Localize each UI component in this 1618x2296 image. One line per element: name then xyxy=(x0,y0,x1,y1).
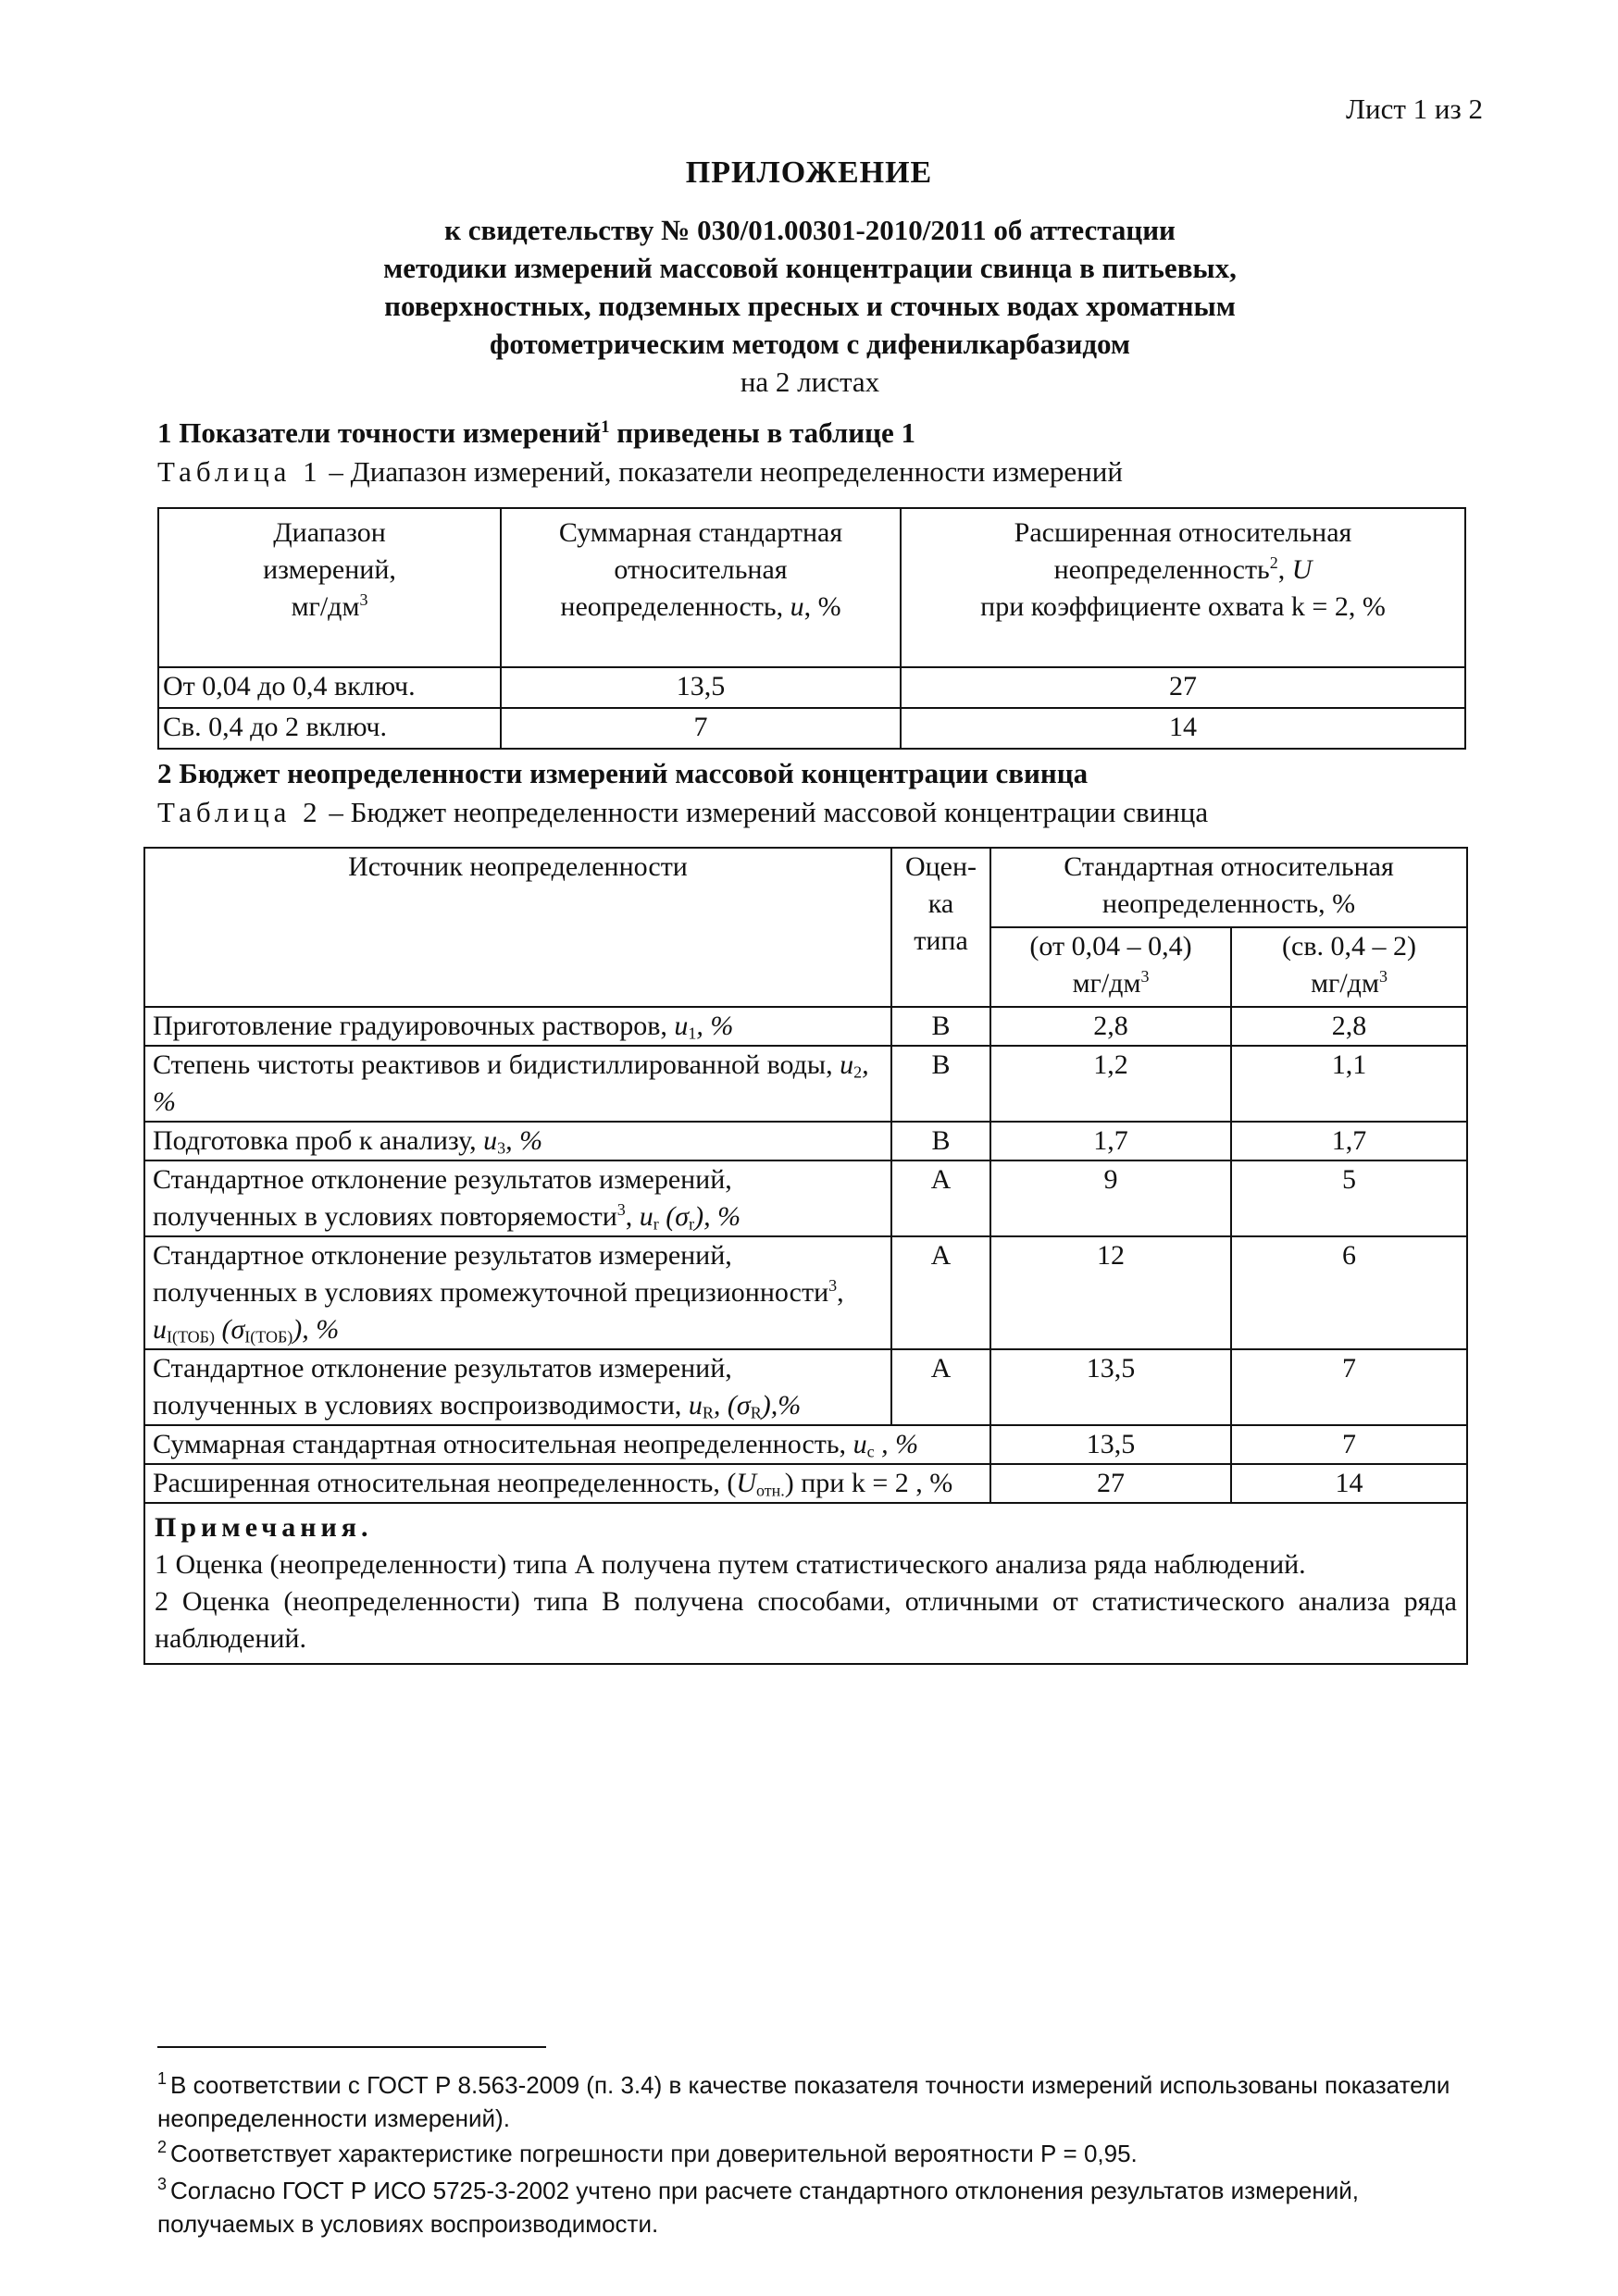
header-line: относительная xyxy=(614,554,788,585)
symbol-subscript: 3 xyxy=(497,1138,506,1158)
sheet-number: Лист 1 из 2 xyxy=(1345,93,1483,125)
footnote-mark: 1 xyxy=(157,2069,168,2088)
footnote-ref: 1 xyxy=(601,416,610,437)
source-text: Стандартное отклонение результатов измерений, полученных в условиях воспроизводимости, xyxy=(153,1353,732,1421)
source-text: (σ xyxy=(215,1314,245,1345)
table-row-sum xyxy=(144,1425,1467,1464)
header-line: (от 0,04 – 0,4) xyxy=(1029,931,1192,962)
header-line: (св. 0,4 – 2) xyxy=(1282,931,1416,962)
header-text: мг/дм xyxy=(1072,968,1141,999)
source-text: , % xyxy=(153,1049,869,1117)
section1-heading xyxy=(157,416,915,450)
source-text: , (σ xyxy=(713,1390,751,1421)
footnote-mark: 2 xyxy=(157,2138,168,2156)
header-text: , % xyxy=(803,591,841,622)
table1-cell-u: 7 xyxy=(501,708,901,749)
table-row xyxy=(144,1007,1467,1046)
table1-label: Таблица 1 xyxy=(157,455,322,488)
footnote-item xyxy=(157,2130,1472,2170)
symbol-subscript: c xyxy=(866,1442,875,1461)
table1-cell-U: 27 xyxy=(901,667,1465,708)
table2-header-source: Источник неопределенности xyxy=(144,848,891,1007)
header-line: неопределенность, % xyxy=(1101,888,1356,919)
table1-header-combined xyxy=(501,508,901,667)
subtitle-line: поверхностных, подземных пресных и сточных водах хроматным xyxy=(384,290,1236,322)
header-text: , xyxy=(1277,554,1292,585)
symbol: u xyxy=(674,1011,689,1041)
table1 xyxy=(157,507,1466,750)
table2-cell-source xyxy=(144,1236,891,1349)
symbol-subscript: r xyxy=(653,1214,659,1234)
table1-header-expanded xyxy=(901,508,1465,667)
symbol: u xyxy=(483,1125,498,1156)
symbol-subscript: I(TOБ) xyxy=(244,1327,293,1347)
table1-cell-u: 13,5 xyxy=(501,667,901,708)
table2-cell-value2: 2,8 xyxy=(1231,1007,1467,1046)
source-text: , xyxy=(625,1201,640,1232)
source-text: , % xyxy=(696,1011,734,1041)
table2-cell-source xyxy=(144,1464,990,1503)
table1-header-row xyxy=(158,508,1465,667)
header-line xyxy=(167,589,492,626)
table2-cell-type: В xyxy=(891,1046,990,1122)
source-text: Подготовка проб к анализу, xyxy=(153,1125,484,1156)
table-row xyxy=(144,1046,1467,1122)
header-line: при коэффициенте охвата k = 2, % xyxy=(980,591,1386,622)
table1-cell-range: От 0,04 до 0,4 включ. xyxy=(158,667,501,708)
symbol: U xyxy=(736,1468,756,1498)
table2-cell-type: А xyxy=(891,1160,990,1236)
document-subtitle xyxy=(231,211,1388,401)
symbol-subscript: R xyxy=(702,1403,714,1422)
table2-caption xyxy=(157,796,1208,829)
table2-cell-value1: 13,5 xyxy=(990,1349,1231,1425)
footnote-text: В соответствии с ГОСТ Р 8.563-2009 (п. 3.4) в качестве показателя точности измерений использованы показатели неопределенности измерений). xyxy=(157,2071,1450,2132)
table2-cell-value2: 5 xyxy=(1231,1160,1467,1236)
header-text: неопределенность, xyxy=(560,591,790,622)
header-line xyxy=(509,589,892,626)
header-line: Оцен- xyxy=(904,851,977,882)
table2-cell-value1: 27 xyxy=(990,1464,1231,1503)
symbol-subscript: отн. xyxy=(755,1481,785,1500)
table2-cell-type: В xyxy=(891,1007,990,1046)
table2-notes xyxy=(144,1503,1467,1664)
source-text: Приготовление градуировочных растворов, xyxy=(153,1011,675,1041)
table2-cell-source xyxy=(144,1349,891,1425)
symbol-subscript: 1 xyxy=(688,1024,697,1043)
table2-header-std xyxy=(990,848,1467,927)
table-row xyxy=(144,1236,1467,1349)
unit-superscript: 3 xyxy=(1378,967,1388,987)
source-text: (σ xyxy=(658,1201,690,1232)
table1-cell-range: Св. 0,4 до 2 включ. xyxy=(158,708,501,749)
source-text: ), % xyxy=(292,1314,340,1345)
table2-cell-value1: 1,2 xyxy=(990,1046,1231,1122)
table-row xyxy=(144,1122,1467,1160)
table2-cell-source xyxy=(144,1425,990,1464)
table2-cell-value1: 13,5 xyxy=(990,1425,1231,1464)
footnote-text: Соответствует характеристике погрешности при доверительной вероятности Р = 0,95. xyxy=(170,2140,1138,2167)
table2-label: Таблица 2 xyxy=(157,796,322,828)
header-line: Расширенная относительная xyxy=(1014,517,1352,548)
table1-caption xyxy=(157,455,1123,489)
table2-cell-source xyxy=(144,1160,891,1236)
table-row xyxy=(158,667,1465,708)
source-text: Степень чистоты реактивов и бидистиллированной воды, xyxy=(153,1049,840,1080)
footnote-divider xyxy=(157,2046,546,2048)
header-line xyxy=(909,552,1457,589)
subtitle-line: к свидетельству № 030/01.00301-2010/2011 об аттестации xyxy=(444,214,1176,246)
footnote-mark: 3 xyxy=(157,2175,168,2193)
table1-cell-U: 14 xyxy=(901,708,1465,749)
source-text: ), % xyxy=(694,1201,741,1232)
source-text: Стандартное отклонение результатов измерений, полученных в условиях промежуточной прецизионности xyxy=(153,1240,829,1308)
footnote-item xyxy=(157,2062,1472,2135)
section1-heading-text: 1 Показатели точности измерений xyxy=(157,416,602,449)
header-line: Диапазон xyxy=(273,517,386,548)
header-line: ка xyxy=(927,888,954,919)
table2-cell-value1: 1,7 xyxy=(990,1122,1231,1160)
table2-cell-value2: 14 xyxy=(1231,1464,1467,1503)
subtitle-line: методики измерений массовой концентрации свинца в питьевых, xyxy=(383,252,1237,284)
symbol-subscript: R xyxy=(750,1403,762,1422)
table2-cell-value1: 2,8 xyxy=(990,1007,1231,1046)
subtitle-line: фотометрическим методом с дифенилкарбазидом xyxy=(489,328,1131,360)
header-text: мг/дм xyxy=(291,591,360,622)
source-text: Суммарная стандартная относительная неопределенность, xyxy=(153,1429,853,1459)
unit-superscript: 3 xyxy=(1140,967,1150,987)
source-text: ) при k = 2 , % xyxy=(784,1468,953,1498)
symbol: u xyxy=(153,1314,167,1345)
table2-cell-value2: 6 xyxy=(1231,1236,1467,1349)
source-text: , xyxy=(837,1277,844,1308)
table2-cell-value2: 7 xyxy=(1231,1425,1467,1464)
table2-header-range1 xyxy=(990,927,1231,1007)
table2-cell-type: В xyxy=(891,1122,990,1160)
table-row xyxy=(158,708,1465,749)
table2-cell-value1: 9 xyxy=(990,1160,1231,1236)
source-text: ),% xyxy=(761,1390,802,1421)
table-row xyxy=(144,1160,1467,1236)
source-text: , % xyxy=(874,1429,919,1459)
footnote-ref: 2 xyxy=(1269,553,1278,573)
notes-title: Примечания. xyxy=(155,1512,373,1543)
symbol: u xyxy=(853,1429,867,1459)
unit-superscript: 3 xyxy=(359,590,368,610)
footnote-text: Согласно ГОСТ Р ИСО 5725-3-2002 учтено при расчете стандартного отклонения результатов измерений, получаемых в условиях воспроизводимости. xyxy=(157,2177,1360,2238)
section1-heading-text: приведены в таблице 1 xyxy=(609,416,916,449)
symbol-subscript: I(TOБ) xyxy=(167,1327,215,1347)
symbol-U: U xyxy=(1291,554,1313,585)
table2-caption-text: – Бюджет неопределенности измерений массовой концентрации свинца xyxy=(321,796,1209,828)
note-item: 2 Оценка (неопределенности) типа В получена способами, отличными от статистического анализа ряда наблюдений. xyxy=(155,1586,1457,1654)
footnote-ref: 3 xyxy=(828,1276,838,1296)
symbol-u: u xyxy=(790,591,804,622)
table2-cell-type: А xyxy=(891,1236,990,1349)
table2-header-range2 xyxy=(1231,927,1467,1007)
table2-notes-row xyxy=(144,1503,1467,1664)
table2-cell-value2: 7 xyxy=(1231,1349,1467,1425)
footnote-ref: 3 xyxy=(616,1200,626,1220)
table2-cell-type: А xyxy=(891,1349,990,1425)
table2-header-eval xyxy=(891,848,990,1007)
page-title: ПРИЛОЖЕНИЕ xyxy=(685,155,933,190)
header-line: измерений, xyxy=(263,554,396,585)
symbol: u xyxy=(639,1201,653,1232)
symbol-subscript: r xyxy=(689,1214,695,1234)
table1-caption-text: – Диапазон измерений, показатели неопределенности измерений xyxy=(321,455,1123,488)
header-text: мг/дм xyxy=(1311,968,1379,999)
table-row xyxy=(144,1349,1467,1425)
subtitle-line: на 2 листах xyxy=(740,366,880,398)
header-line xyxy=(1239,965,1459,1002)
header-line: Суммарная стандартная xyxy=(558,517,843,548)
header-line xyxy=(999,965,1223,1002)
footnote-item xyxy=(157,2167,1472,2240)
table2-cell-source xyxy=(144,1046,891,1122)
source-text: , % xyxy=(505,1125,543,1156)
header-line: Стандартная относительная xyxy=(1064,851,1394,882)
table2-header-row xyxy=(144,848,1467,927)
table2-cell-value1: 12 xyxy=(990,1236,1231,1349)
symbol-subscript: 2 xyxy=(853,1062,863,1082)
header-line: типа xyxy=(914,925,968,956)
symbol: u xyxy=(688,1390,703,1421)
table2-cell-source xyxy=(144,1122,891,1160)
table2 xyxy=(143,847,1468,1665)
table-row-expanded xyxy=(144,1464,1467,1503)
table2-cell-value2: 1,7 xyxy=(1231,1122,1467,1160)
header-text: неопределенность xyxy=(1053,554,1270,585)
section2-heading: 2 Бюджет неопределенности измерений массовой концентрации свинца xyxy=(157,757,1089,789)
note-item: 1 Оценка (неопределенности) типа А получена путем статистического анализа ряда наблюдений. xyxy=(155,1549,1306,1580)
source-text: Расширенная относительная неопределенность, ( xyxy=(153,1468,737,1498)
symbol: u xyxy=(840,1049,854,1080)
table2-cell-value2: 1,1 xyxy=(1231,1046,1467,1122)
table2-cell-source xyxy=(144,1007,891,1046)
table1-header-range xyxy=(158,508,501,667)
source-text: Стандартное отклонение результатов измерений, полученных в условиях повторяемости xyxy=(153,1164,732,1232)
